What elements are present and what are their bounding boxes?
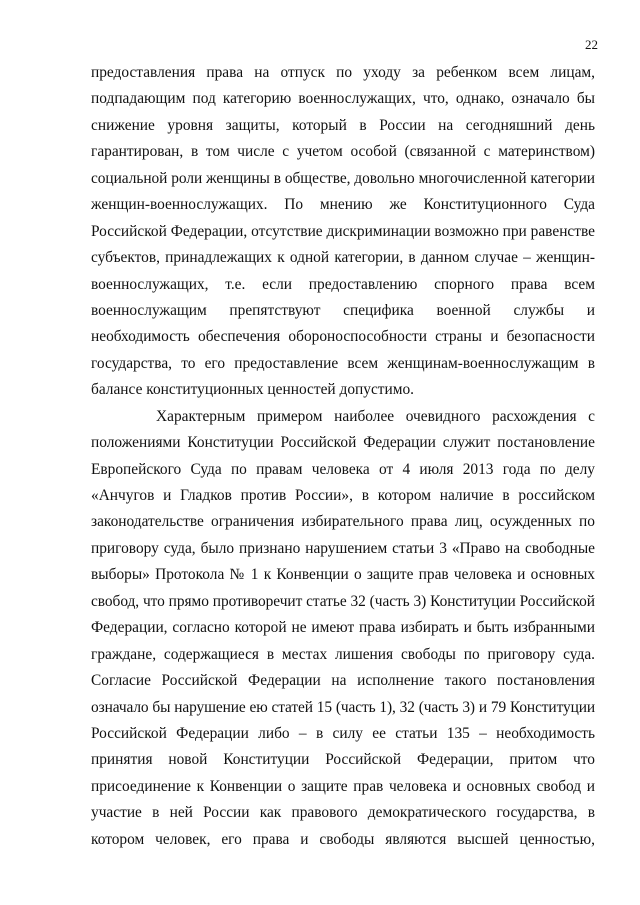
text-line: Характерным примером наиболее очевидного расхождения с — [156, 407, 595, 425]
text-line: снижение уровня защиты, который в России на сегодняшний день — [91, 116, 595, 134]
text-line: выборы» Протокола № 1 к Конвенции о защите прав человека и основных — [91, 566, 595, 584]
body-text — [91, 60, 595, 853]
text-line: положениями Конституции Российской Федерации служит постановление — [91, 434, 595, 452]
text-line: социальной роли женщины в обществе, довольно многочисленной категории — [91, 169, 595, 187]
text-line: субъектов, принадлежащих к одной категории, в данном случае – женщин- — [91, 249, 595, 267]
text-line: военнослужащих, т.е. если предоставлению спорного права всем — [91, 275, 595, 293]
text-line: граждане, содержащиеся в местах лишения свободы по приговору суда. — [91, 645, 595, 663]
text-line: участие в ней России как правового демократического государства, в — [91, 804, 595, 822]
text-line: Российской Федерации либо – в силу ее статьи 135 – необходимость — [91, 724, 595, 742]
text-line: означало бы нарушение ею статей 15 (часть 1), 32 (часть 3) и 79 Конституции — [91, 698, 595, 716]
text-line: балансе конституционных ценностей допустимо. — [91, 381, 415, 399]
text-line: принятия новой Конституции Российской Федерации, притом что — [91, 751, 595, 769]
text-line: присоединение к Конвенции о защите прав человека и основных свобод и — [91, 777, 595, 795]
text-line: законодательстве ограничения избирательного права лиц, осужденных по — [91, 513, 595, 531]
text-line: подпадающим под категорию военнослужащих, что, однако, означало бы — [91, 90, 595, 108]
text-line: свобод, что прямо противоречит статье 32 (часть 3) Конституции Российской — [91, 592, 595, 610]
text-line: «Анчугов и Гладков против России», в котором наличие в российском — [91, 487, 595, 504]
text-line: котором человек, его права и свободы являются высшей ценностью, — [91, 830, 595, 848]
paragraph-1 — [91, 60, 595, 404]
text-line: женщин-военнослужащих. По мнению же Конституционного Суда — [91, 196, 595, 214]
text-line: Российской Федерации, отсутствие дискриминации возможно при равенстве — [91, 222, 595, 240]
page-number: 22 — [585, 37, 598, 52]
text-line: предоставления права на отпуск по уходу за ребенком всем лицам, — [91, 64, 595, 81]
paragraph-2 — [91, 404, 595, 853]
text-line: Федерации, согласно которой не имеют права избирать и быть избранными — [91, 619, 595, 637]
text-line: гарантирован, в том числе с учетом особой (связанной с материнством) — [91, 143, 595, 161]
text-line: государства, то его предоставление всем женщинам-военнослужащим в — [91, 354, 595, 372]
text-line: необходимость обеспечения обороноспособности страны и безопасности — [91, 328, 595, 346]
text-line: Европейского Суда по правам человека от 4 июля 2013 года по делу — [91, 460, 595, 478]
text-line: приговору суда, было признано нарушением статьи 3 «Право на свободные — [91, 539, 595, 557]
text-line: Согласие Российской Федерации на исполнение такого постановления — [91, 672, 595, 690]
text-line: военнослужащим препятствуют специфика военной службы и — [91, 301, 595, 319]
